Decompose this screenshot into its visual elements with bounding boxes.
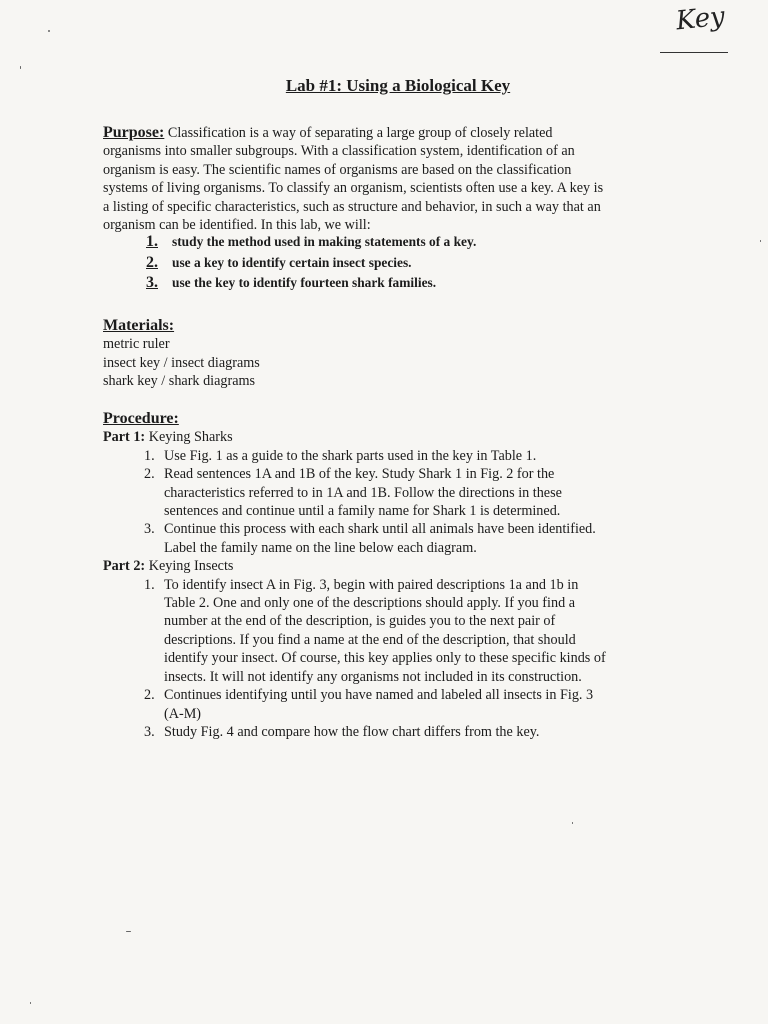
step-line: Label the family name on the line below each diagram. [164,539,477,556]
step-line: sentences and continue until a family name for Shark 1 is determined. [164,503,561,520]
document-title [0,76,768,96]
goal-item [146,274,606,295]
part-2-heading [103,557,623,575]
scan-speck [572,822,573,824]
step-line: Continues identifying until you have named and labeled all insects in Fig. 3 [164,687,594,704]
purpose-section [103,124,623,234]
materials-section [103,317,623,391]
step-item [144,520,623,557]
step-item [144,723,623,741]
step-line: insects. It will not identify any organisms not included in its construction. [164,668,582,685]
scan-speck [48,30,50,32]
step-line: number at the end of the description, is guides you to the next pair of [164,613,556,630]
step-item [144,686,623,723]
step-line: Study Fig. 4 and compare how the flow chart differs from the key. [164,723,540,740]
step-line: Continue this process with each shark until all animals have been identified. [164,521,596,538]
step-line: To identify insect A in Fig. 3, begin with paired descriptions 1a and 1b in [164,576,579,593]
procedure-section [103,410,623,741]
step-number: 3. [144,521,155,538]
goal-number: 3. [146,274,158,291]
materials-heading: Materials: [103,317,175,334]
scan-speck [126,931,131,932]
part-1-heading [103,428,623,446]
material-item: shark key / shark diagrams [103,373,256,390]
step-number: 2. [144,687,155,704]
step-line: characteristics referred to in 1A and 1B. Follow the directions in these [164,484,562,501]
step-line: Read sentences 1A and 1B of the key. Study Shark 1 in Fig. 2 for the [164,466,555,483]
purpose-text-6: organism can be identified. In this lab, we will: [103,217,371,234]
goal-text: study the method used in making statements of a key. [172,234,477,249]
material-item: insect key / insect diagrams [103,354,260,371]
purpose-line-1 [103,124,623,142]
step-line: (A-M) [164,705,202,722]
step-line: Table 2. One and only one of the descriptions should apply. If you find a [164,595,576,612]
goal-text: use the key to identify fourteen shark families. [172,275,437,290]
material-item: metric ruler [103,336,170,353]
part-1-steps [103,447,623,557]
lab-goals-list [146,233,606,295]
goal-item [146,233,606,254]
step-item [144,447,623,465]
step-line: identify your insect. Of course, this key applies only to these specific kinds of [164,650,606,667]
step-line: descriptions. If you find a name at the end of the description, that should [164,631,576,648]
step-item [144,576,623,686]
scan-speck [760,240,761,242]
procedure-heading: Procedure: [103,410,179,427]
part-2-steps [103,576,623,742]
purpose-text-1: Classification is a way of separating a large group of closely related [167,125,553,141]
part-2-name: Keying Insects [148,558,234,575]
purpose-text-2: organisms into smaller subgroups. With a classification system, identification of an [103,143,575,160]
step-number: 3. [144,723,155,740]
goal-item [146,254,606,275]
part-1-label: Part 1: [103,429,146,446]
purpose-text-4: systems of living organisms. To classify an organism, scientists often use a key. A key is [103,180,604,197]
scan-speck [20,66,21,69]
goal-number: 2. [146,253,158,271]
purpose-text-5: a listing of specific characteristics, such as structure and behavior, in such a way that an [103,198,601,215]
step-number: 1. [144,447,155,464]
step-number: 2. [144,466,155,483]
step-line: Use Fig. 1 as a guide to the shark parts used in the key in Table 1. [164,447,537,464]
purpose-heading: Purpose: [103,124,165,141]
part-2-label: Part 2: [103,558,146,575]
step-number: 1. [144,576,155,593]
handwritten-underline [660,52,728,53]
handwritten-key-note: Key [674,1,727,37]
step-item [144,465,623,520]
goal-text: use a key to identify certain insect species. [172,254,412,270]
title-text: Lab #1: Using a Biological Key [285,76,511,95]
goal-number: 1. [146,233,158,250]
scan-speck [30,1002,31,1004]
purpose-text-3: organism is easy. The scientific names of organisms are based on the classification [103,161,572,178]
part-1-name: Keying Sharks [148,429,233,446]
